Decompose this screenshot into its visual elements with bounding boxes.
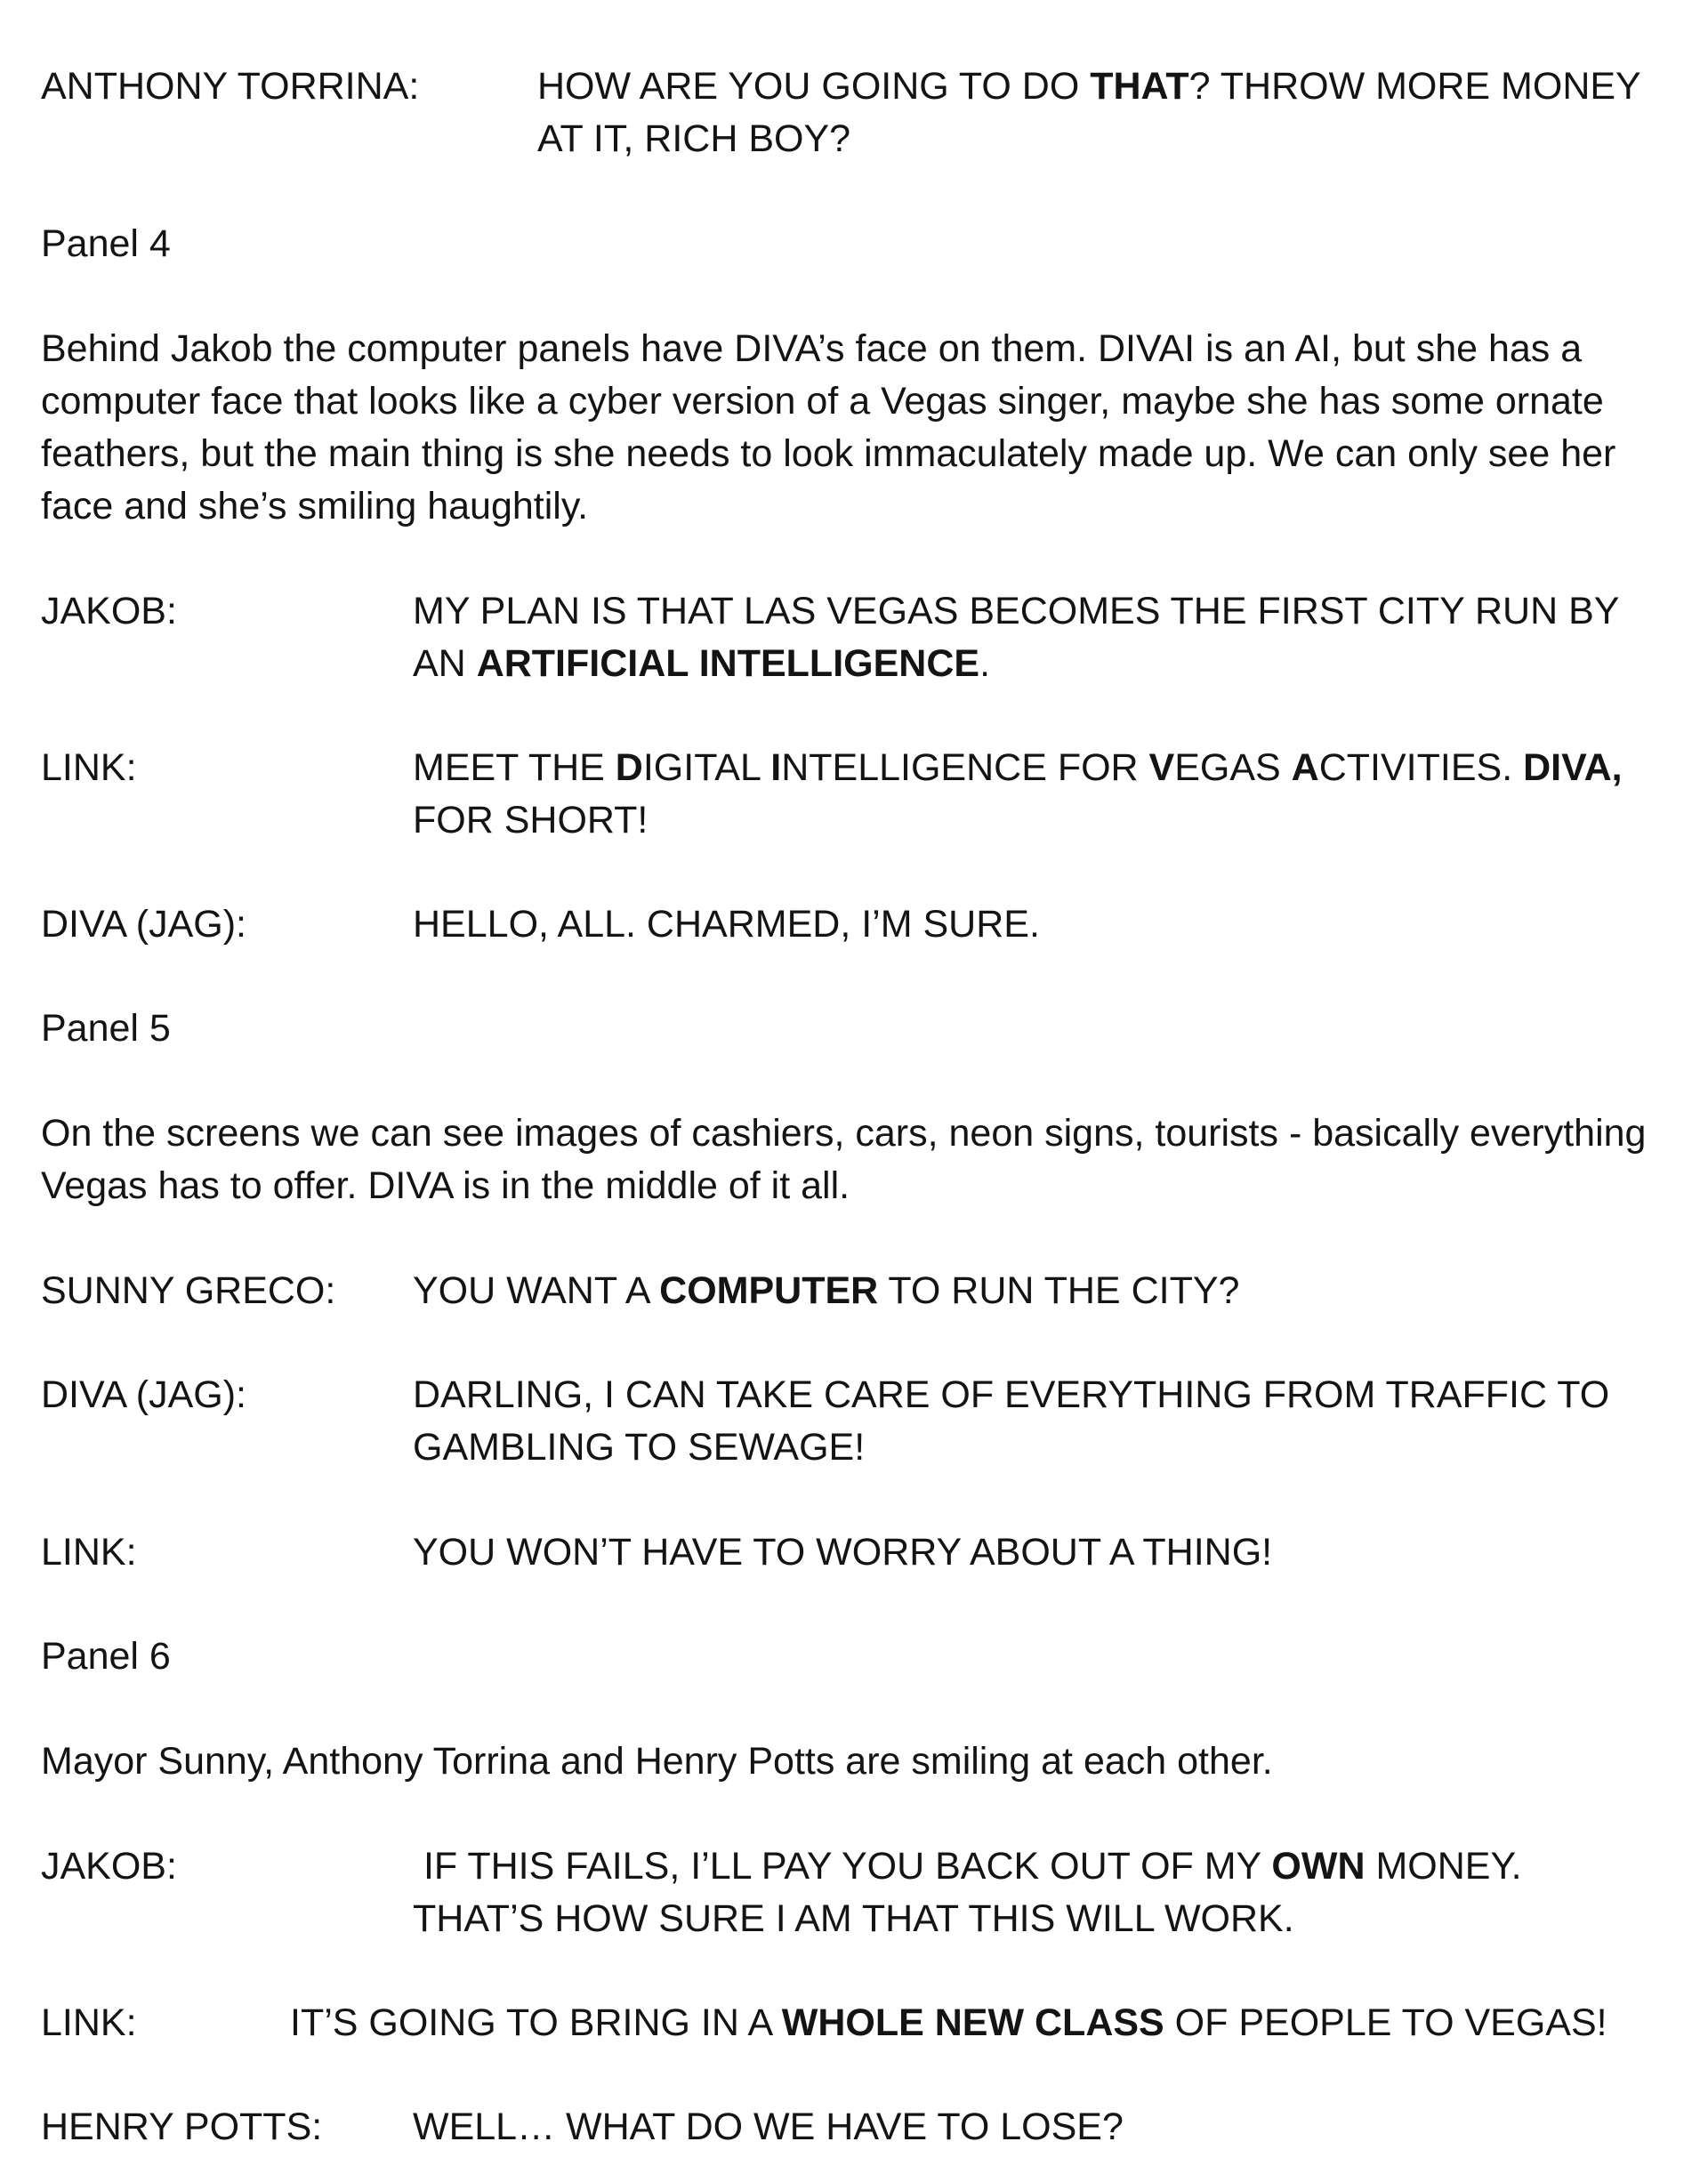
description-line: On the screens we can see images of cashiers, cars, neon signs, tourists - basically everything: [41, 1112, 1647, 1155]
bold-run: WHOLE NEW CLASS: [781, 2001, 1164, 2044]
dialogue-line: FOR SHORT!: [413, 799, 649, 841]
bold-run: THAT: [1090, 65, 1189, 108]
dialogue-line: [413, 1840, 1522, 1893]
bold-run: I: [770, 746, 782, 789]
dialogue-line: [413, 638, 1619, 690]
dialogue-line: [413, 1265, 1239, 1317]
panel-5-description: [41, 1107, 1646, 1212]
dialogue-line: [537, 60, 1641, 113]
speaker-diva: DIVA (JAG):: [41, 1373, 246, 1416]
speaker-jakob: JAKOB:: [41, 1845, 177, 1888]
text-run: AN: [413, 642, 477, 685]
text-run: CTIVITIES.: [1318, 746, 1524, 789]
speaker-link: LINK:: [41, 746, 137, 789]
bold-run: COMPUTER: [659, 1269, 879, 1312]
text-run: YOU WANT A: [413, 1269, 660, 1312]
text-run: MEET THE: [413, 746, 616, 789]
panel-6-heading: Panel 6: [41, 1635, 171, 1678]
text-run: NTELLIGENCE FOR: [781, 746, 1149, 789]
text-run: ? THROW MORE MONEY: [1188, 65, 1641, 108]
text-run: MONEY.: [1365, 1845, 1522, 1888]
dialogue-diva: [413, 898, 1040, 951]
dialogue-line: MY PLAN IS THAT LAS VEGAS BECOMES THE FIRST CITY RUN BY: [413, 590, 1620, 632]
bold-run: V: [1148, 746, 1175, 789]
description-line: face and she’s smiling haughtily.: [41, 485, 589, 527]
dialogue-link: [290, 1997, 1607, 2049]
dialogue-diva: [413, 1369, 1609, 1474]
speaker-anthony-torrina: ANTHONY TORRINA:: [41, 65, 420, 108]
description-line: computer face that looks like a cyber version of a Vegas singer, maybe she has some ornate: [41, 380, 1604, 423]
dialogue-line: HELLO, ALL. CHARMED, I’M SURE.: [413, 903, 1040, 946]
dialogue-line: WELL… WHAT DO WE HAVE TO LOSE?: [413, 2106, 1124, 2148]
text-run: EGAS: [1174, 746, 1292, 789]
bold-run: OWN: [1271, 1845, 1366, 1888]
description-line: feathers, but the main thing is she needs to look immaculately made up. We can only see her: [41, 432, 1616, 475]
dialogue-anthony-torrina: [537, 60, 1641, 165]
text-run: HOW ARE YOU GOING TO DO: [537, 65, 1091, 108]
description-line: Behind Jakob the computer panels have DIVA’s face on them. DIVAI is an AI, but she has a: [41, 327, 1583, 370]
dialogue-line: AT IT, RICH BOY?: [537, 117, 851, 160]
text-run: OF PEOPLE TO VEGAS!: [1164, 2001, 1607, 2044]
panel-4-heading: Panel 4: [41, 222, 171, 265]
panel-4-description: [41, 323, 1615, 533]
panel-5-heading: Panel 5: [41, 1007, 171, 1050]
bold-run: A: [1291, 746, 1319, 789]
description-line: Mayor Sunny, Anthony Torrina and Henry Potts are smiling at each other.: [41, 1740, 1273, 1783]
text-run: TO RUN THE CITY?: [878, 1269, 1240, 1312]
dialogue-jakob: [413, 585, 1619, 690]
speaker-sunny-greco: SUNNY GRECO:: [41, 1269, 336, 1312]
speaker-link: LINK:: [41, 2001, 137, 2044]
dialogue-link: [413, 742, 1623, 847]
dialogue-jakob: [413, 1840, 1522, 1945]
bold-run: DIVA,: [1523, 746, 1623, 789]
speaker-link: LINK:: [41, 1531, 137, 1574]
dialogue-line: THAT’S HOW SURE I AM THAT THIS WILL WORK.: [413, 1897, 1294, 1940]
dialogue-line: [413, 742, 1623, 794]
panel-6-description: [41, 1735, 1273, 1788]
speaker-diva: DIVA (JAG):: [41, 903, 246, 946]
dialogue-line: DARLING, I CAN TAKE CARE OF EVERYTHING FROM TRAFFIC TO: [413, 1373, 1610, 1416]
text-run: IGITAL: [642, 746, 771, 789]
bold-run: D: [615, 746, 643, 789]
dialogue-sunny-greco: [413, 1265, 1239, 1317]
dialogue-line: GAMBLING TO SEWAGE!: [413, 1426, 866, 1469]
bold-run: ARTIFICIAL INTELLIGENCE: [476, 642, 980, 685]
speaker-jakob: JAKOB:: [41, 590, 177, 632]
text-run: IT’S GOING TO BRING IN A: [290, 2001, 782, 2044]
dialogue-line: YOU WON’T HAVE TO WORRY ABOUT A THING!: [413, 1531, 1273, 1574]
dialogue-henry-potts: [413, 2101, 1124, 2154]
dialogue-line: [290, 1997, 1607, 2049]
text-run: .: [979, 642, 991, 685]
text-run: IF THIS FAILS, I’LL PAY YOU BACK OUT OF MY: [413, 1845, 1272, 1888]
description-line: Vegas has to offer. DIVA is in the middle of it all.: [41, 1164, 850, 1207]
dialogue-link: [413, 1526, 1272, 1579]
speaker-henry-potts: HENRY POTTS:: [41, 2106, 323, 2148]
